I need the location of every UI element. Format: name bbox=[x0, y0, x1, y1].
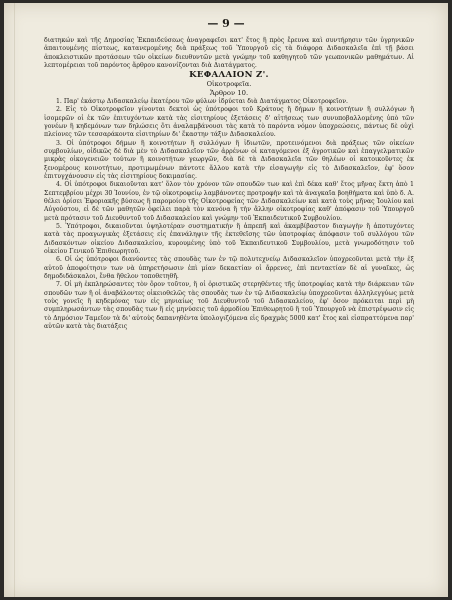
paragraph-4: 4. Οἱ ὑπότροφοι δικαιοῦνται κατ' ὅλον τὸν χρόνον τῶν σπουδῶν των καὶ ἐπὶ δέκα καθ' ἔτος μῆνας ἔκτη ἀπὸ 1 Σεπτεμβρίου μέχρι 30 Ἰουνίου, ἐν τῷ οἰκοτροφείῳ λαμβάνοντες προτροφὴν καὶ τὰ ἀναγκαῖα βοηθήματα καὶ ὑπὸ δ. Α. θέλει ὁρίσει Ἐφοριακῆς βύσεως ἢ παρομοίου τῆς Οἰκοτροφείας τῶν Διδασκαλείων καὶ κατὰ τοὺς μῆνας Ἰουλίου καὶ Αὐγούστου, εἰ δὲ τῶν μαθητῶν ὀφείλει παρὰ τὸν κανόνα ἢ τὴν ἄλλην οἰκοτροφίας καθ' ἀπόφασιν τοῦ Ὑπουργοῦ μετὰ πρότασιν τοῦ Διευθυντοῦ τοῦ Διδασκαλείου καὶ γνώμην τοῦ Ἐκπαιδευτικοῦ Συμβουλίου. bbox=[44, 181, 414, 222]
paragraph-6: 6. Οἱ ὡς ὑπότροφοι διανύοντες τὰς σπουδὰς των ἐν τῷ πολυτεχνείῳ Διδασκαλεῖον ὑποχρεοῦνται μετὰ τὴν ἐξ αὐτοῦ ἀποφοίτησιν των νὰ ὑπηρετήσωσιν ἐπὶ μίαν δεκαετίαν οἱ ἄρρενες, ἐπὶ πενταετίαν δὲ αἱ γυναῖκες, ὡς δημοδιδάσκαλοι, ἔνθα ἤθελον τοποθετηθῆ. bbox=[44, 256, 414, 281]
document-page bbox=[4, 3, 448, 597]
page-fold bbox=[14, 3, 15, 597]
chapter-subtitle: Οἰκοτροφεῖα. bbox=[206, 80, 252, 89]
paragraph-2: 2. Εἰς τὸ Οἰκοτροφεῖον γίνονται δεκτοὶ ὡς ὑπότροφοι τοῦ Κράτους ἢ δήμων ἢ κοινοτήτων ἢ συλλόγων ἢ ἰσομερῶν οἱ ἐκ τῶν ἐπιτυχόντων κατὰ τὰς εἰσιτηρίους ἐξετάσεις δ' αἰτήσεως των συνυποβαλλομένης ὑπὸ τῶν γονέων ἢ κηδεμόνων των δηλώσεις ὅτι ἀναλαμβάνουσι τὰς κατὰ τὸ παρόντα νόμον ὑποχρεώσεις, πάντως δὲ οὐχὶ πλείονες τῶν τεσσαράκοντα εἰσιτηρίων δι' ἕκαστην τάξιν Διδασκαλείου. bbox=[44, 106, 414, 139]
paragraph-3: 3. Οἱ ὑπότροφοι δήμων ἢ κοινοτήτων ἢ συλλόγων ἢ ἰδιωτῶν, προτεινόμενοι διὰ πράξεως τῶν οἰκείων συμβουλίων, οἰδικῶς δὲ διὰ μὲν τὸ Διδασκαλεῖον τῶν ἀρρένων οἱ καταγόμενοι ἐξ ἀγροτικῶν καὶ ἐπαγγελματικῶν μικρὰς οἰκογενειῶν τούτων ἢ κοινοτήτων γεωργῶν, διὰ δὲ τὰ Διδασκαλεῖα τῶν θηλέων οἱ κατοικοῦντες ἐκ ξενομέρους κοινοτήτων, προτιμωμένων πάντοτε ἄλλου κατὰ τὴν εἰσαγωγὴν εἰς τὸ Διδασκαλεῖον, ἐφ' ὅσον ἐπιτυγχάνουσιν εἰς τὰς εἰσιτηρίους δοκιμασίας. bbox=[44, 139, 414, 180]
paragraph-1: 1. Παρ' ἑκάστῳ Διδασκαλείῳ ἑκατέρου τῶν φύλων ἱδρύεται διὰ Διατάγματος Οἰκοτροφεῖον. bbox=[56, 97, 348, 105]
document-body bbox=[44, 37, 414, 332]
paragraph-5: 5. Ὑπότροφοι, δικαιοῦνται ὑψηλοτέραν συστηματικὴν ἢ ἀπρεπῆ καὶ ἀκαμβίβαστον διαγωγὴν ἢ ἀποτυχόντες κατὰ τὰς προαγωγικὰς ἐξετάσεις εἰς ἐπανάληψιν τῆς ἐκτεθεῖσης τῶν ὑποτροφίας ἀπόφασιν τοῦ συλλόγου τῶν Διδασκόντων οἰκείου Διδασκαλείου, κυρουμένης ὑπὸ τοῦ Ἐκπαιδευτικοῦ Συμβουλίου, μετὰ γνωμοδότησιν τοῦ οἰκείου Γενικοῦ Ἐπιθεωρητοῦ. bbox=[44, 223, 414, 256]
paragraph-7: 7. Οἱ μὴ ἐκπληρώσαντες τὸν ὅρον τοῦτον, ἢ οἱ ὁριστικῶς στερηθέντες τῆς ὑποτροφίας κατὰ τὴν διάρκειαν τῶν σπουδῶν των ἢ οἱ ἀναβάλοντες οἰκειοθελῶς τὰς σπουδὰς των ἐν τῷ Διδασκαλείῳ ὑποχρεοῦνται ἀλληλεγγύως μετὰ τοὺς γονεῖς ἢ κηδεμόνας των εἰς μηνιαίως τοῦ Διευθυντοῦ τοῦ Διδασκαλείου, ἐφ' ὅσον πρόκειται περὶ μὴ συμπληρωσάντων τὰς σπουδὰς των ἢ εἰς μηνύσεις τοῦ ἁρμοδίου Ἐπιθεωρητοῦ ἢ τοῦ Ὑπουργοῦ νὰ ἐπιστρέψωσιν εἰς τὸ Δημόσιον Ταμεῖον τὰ δι' αὐτοὺς δαπανηθέντα ὑπολογιζόμενα εἰς δραχμὰς 5000 κατ' ἔτος καὶ εἰσπραττόμενα παρ' αὐτῶν κατὰ τὰς διατάξεις bbox=[44, 281, 414, 331]
article-title: Ἄρθρον 10. bbox=[209, 88, 249, 97]
intro-paragraph: διατηκών καὶ τῆς Δημοσίας Ἐκπαιδεύσεως ἀναγραφεῖσι κατ' ἔτος ἢ πρὸς ἔρευνα καὶ συντήρησιν τῶν ὑγρηνικῶν ἀπαιτουμένης πίστεως, κατανεμομένης διὰ πράξεως τοῦ Ὑπουργοῦ εἰς τὰ διάφορα Διδασκαλεῖα ἐπὶ τῇ βάσει ἀποκλειστικῶν προτάσεων τῶν οἰκείων διευθυντῶν μετὰ γνώμην τοῦ καθηγητοῦ τῶν γεωπονικῶν μαθημάτων. Αἱ λεπτομέρειαι τοῦ παρόντος ἄρθρου κανονίζονται διὰ Διατάγματος. bbox=[44, 37, 414, 70]
chapter-title: ΚΕΦΑΛΑΙΟΝ Ζ'. bbox=[189, 70, 269, 81]
page-number: — 9 — bbox=[207, 17, 245, 30]
